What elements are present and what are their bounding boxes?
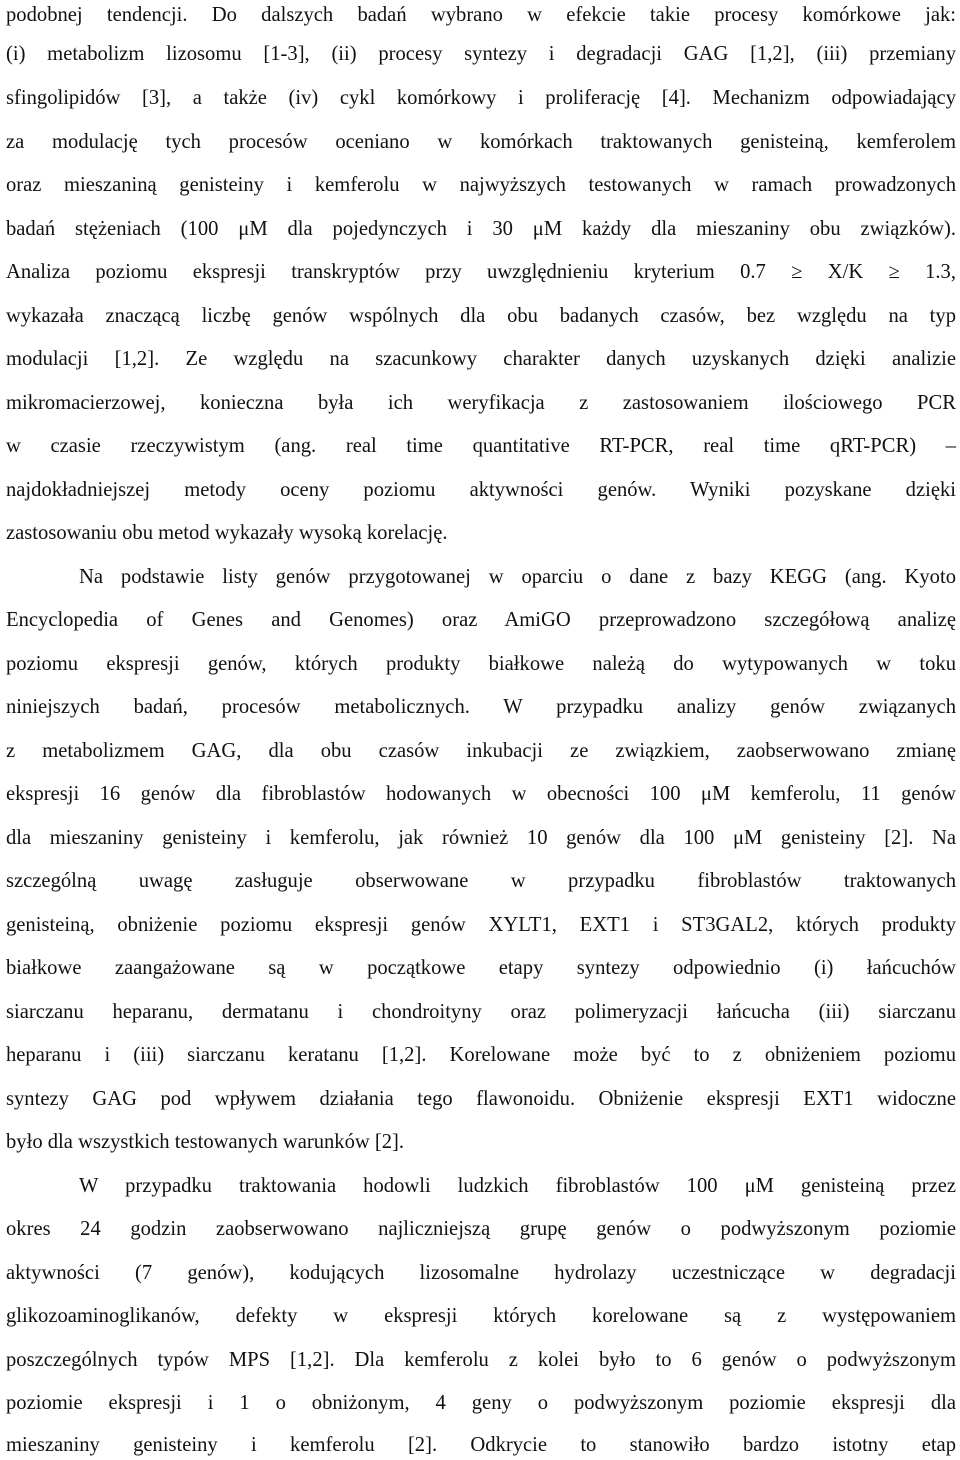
paragraph-first-line: Na podstawie listy genów przygotowanej w oparciu o dane z bazy KEGG (ang. Kyoto [79,566,956,588]
paragraph-first-line: W przypadku traktowania hodowli ludzkich fibroblastów 100 μM genisteiną przez [79,1175,956,1197]
text-line: dla mieszaniny genisteiny i kemferolu, jak również 10 genów dla 100 μM genisteiny [2]. Na [6,827,956,849]
text-line: okres 24 godzin zaobserwowano najliczniejszą grupę genów o podwyższonym poziomie [6,1218,956,1240]
text-line: badań stężeniach (100 μM dla pojedynczych i 30 μM każdy dla mieszaniny obu związków). [6,218,956,240]
text-line: białkowe zaangażowane są w początkowe etapy syntezy odpowiednio (i) łańcuchów [6,957,956,979]
text-line: aktywności (7 genów), kodujących lizosomalne hydrolazy uczestniczące w degradacji [6,1262,956,1284]
text-line: Analiza poziomu ekspresji transkryptów przy uwzględnieniu kryterium 0.7 ≥ X/K ≥ 1.3, [6,261,956,283]
text-line: szczególną uwagę zasługuje obserwowane w przypadku fibroblastów traktowanych [6,870,956,892]
text-line: (i) metabolizm lizosomu [1-3], (ii) procesy syntezy i degradacji GAG [1,2], (iii) przemiany [6,43,956,65]
text-line: oraz mieszaniną genisteiny i kemferolu w najwyższych testowanych w ramach prowadzonych [6,174,956,196]
text-line: modulacji [1,2]. Ze względu na szacunkowy charakter danych uzyskanych dzięki analizie [6,348,956,370]
text-line: mieszaniny genisteiny i kemferolu [2]. Odkrycie to stanowiło bardzo istotny etap [6,1434,956,1456]
text-line: wykazała znaczącą liczbę genów wspólnych dla obu badanych czasów, bez względu na typ [6,305,956,327]
text-line: ekspresji 16 genów dla fibroblastów hodowanych w obecności 100 μM kemferolu, 11 genów [6,783,956,805]
text-line: podobnej tendencji. Do dalszych badań wybrano w efekcie takie procesy komórkowe jak: [6,4,956,26]
text-line: z metabolizmem GAG, dla obu czasów inkubacji ze związkiem, zaobserwowano zmianę [6,740,956,762]
text-line: heparanu i (iii) siarczanu keratanu [1,2]. Korelowane może być to z obniżeniem poziomu [6,1044,956,1066]
paragraph-last-line: było dla wszystkich testowanych warunków [2]. [6,1131,405,1153]
text-line: genisteiną, obniżenie poziomu ekspresji genów XYLT1, EXT1 i ST3GAL2, których produkty [6,914,956,936]
text-line: sfingolipidów [3], a także (iv) cykl komórkowy i proliferację [4]. Mechanizm odpowiadający [6,87,956,109]
text-line: syntezy GAG pod wpływem działania tego flawonoidu. Obniżenie ekspresji EXT1 widoczne [6,1088,956,1110]
text-line: w czasie rzeczywistym (ang. real time quantitative RT-PCR, real time qRT-PCR) – [6,435,956,457]
text-line: poszczególnych typów MPS [1,2]. Dla kemferolu z kolei było to 6 genów o podwyższonym [6,1349,956,1371]
text-line: za modulację tych procesów oceniano w komórkach traktowanych genisteiną, kemferolem [6,131,956,153]
text-line: niniejszych badań, procesów metabolicznych. W przypadku analizy genów związanych [6,696,956,718]
paragraph-last-line: zastosowaniu obu metod wykazały wysoką korelację. [6,522,448,544]
text-line: poziomie ekspresji i 1 o obniżonym, 4 geny o podwyższonym poziomie ekspresji dla [6,1392,956,1414]
text-line: mikromacierzowej, konieczna była ich weryfikacja z zastosowaniem ilościowego PCR [6,392,956,414]
text-line: glikozoaminoglikanów, defekty w ekspresji których korelowane są z występowaniem [6,1305,956,1327]
text-line: najdokładniejszej metody oceny poziomu aktywności genów. Wyniki pozyskane dzięki [6,479,956,501]
text-line: poziomu ekspresji genów, których produkty białkowe należą do wytypowanych w toku [6,653,956,675]
text-line: Encyclopedia of Genes and Genomes) oraz AmiGO przeprowadzono szczegółową analizę [6,609,956,631]
text-line: siarczanu heparanu, dermatanu i chondroityny oraz polimeryzacji łańcucha (iii) siarczanu [6,1001,956,1023]
